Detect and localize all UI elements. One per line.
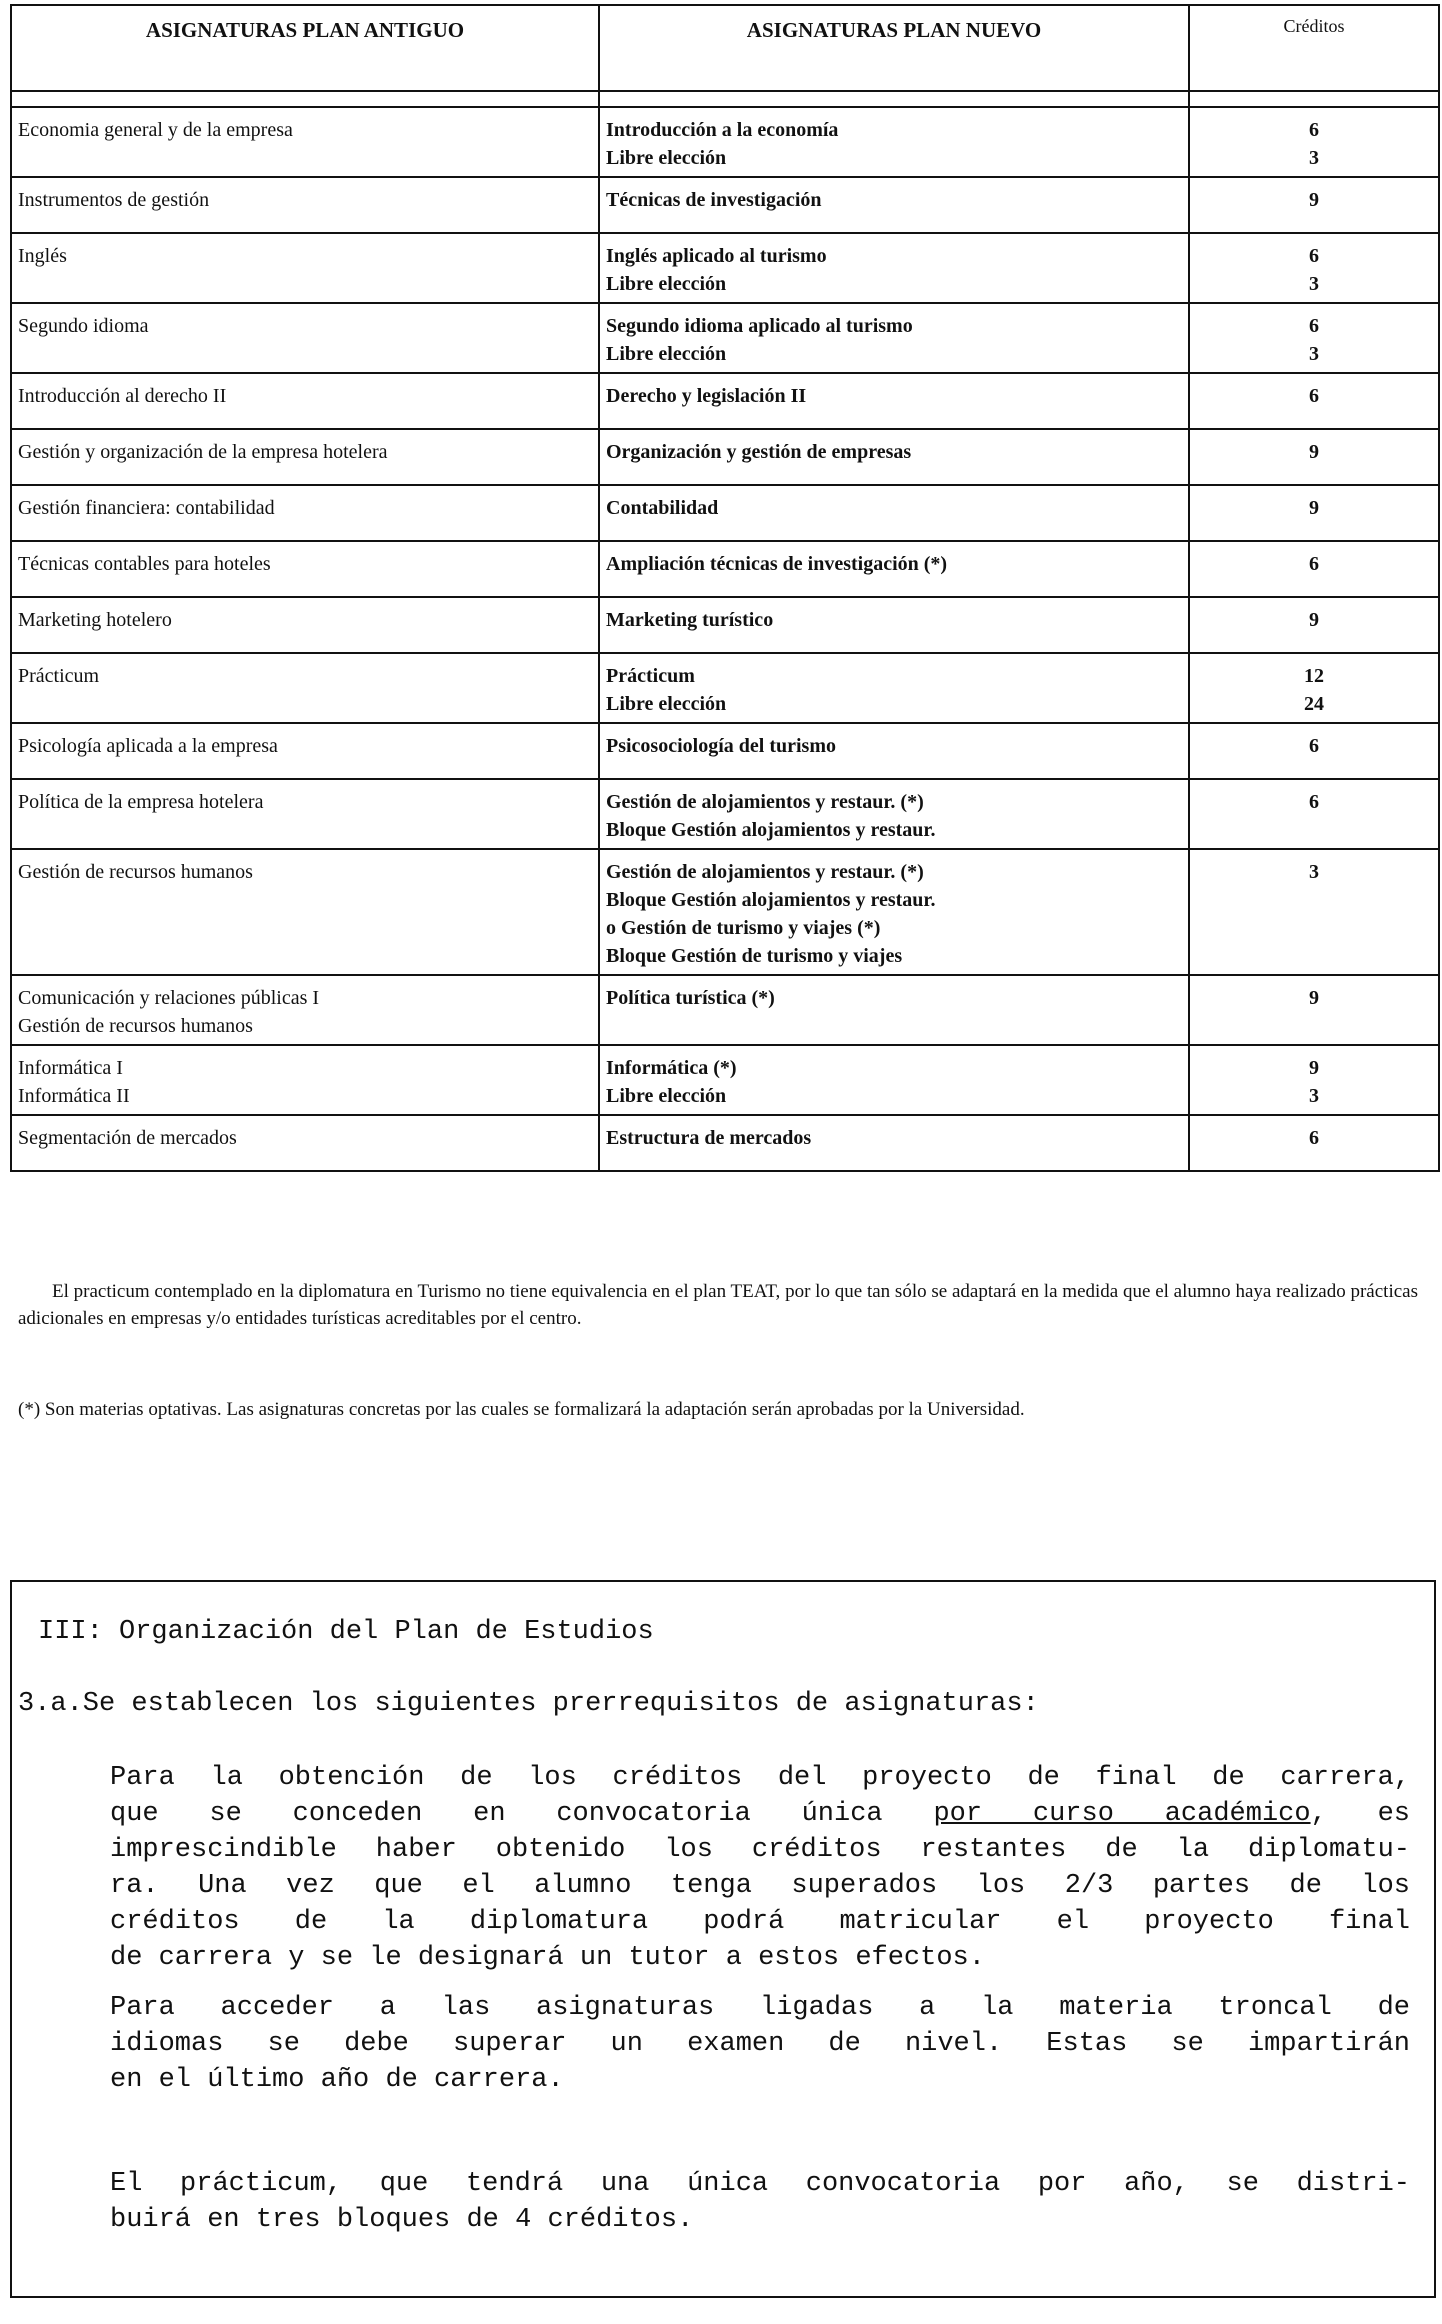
subject-name: Instrumentos de gestión xyxy=(18,189,210,211)
new-subject-cell xyxy=(599,723,1189,779)
table-row xyxy=(11,373,1439,429)
prerequisite-paragraph-final-project xyxy=(110,1760,1410,1976)
subject-name: Ampliación técnicas de investigación (*) xyxy=(606,553,948,575)
paragraph-line: créditos de la diplomatura podrá matricular el proyecto final xyxy=(110,1907,1410,1937)
new-subject-cell xyxy=(599,1115,1189,1171)
old-subject-cell xyxy=(11,177,599,233)
table-row xyxy=(11,653,1439,723)
subject-name: Inglés xyxy=(18,245,67,267)
prerequisite-paragraph-languages xyxy=(110,1990,1410,2098)
subject-name: Gestión de alojamientos y restaur. (*) xyxy=(606,791,924,813)
subject-name: Técnicas contables para hoteles xyxy=(18,553,271,575)
new-subject-cell xyxy=(599,373,1189,429)
table-row xyxy=(11,429,1439,485)
old-subject-cell xyxy=(11,485,599,541)
table-row xyxy=(11,779,1439,849)
old-subject-cell xyxy=(11,233,599,303)
credits-cell xyxy=(1189,723,1439,779)
old-subject-cell xyxy=(11,429,599,485)
equivalence-table-body xyxy=(11,107,1439,1171)
new-subject-cell xyxy=(599,541,1189,597)
header-credits: Créditos xyxy=(1189,5,1439,91)
new-subject-cell xyxy=(599,485,1189,541)
subject-name: Segmentación de mercados xyxy=(18,1127,237,1149)
credits-cell xyxy=(1189,233,1439,303)
subject-name: Gestión financiera: contabilidad xyxy=(18,497,275,519)
credit-value: 9 xyxy=(1309,189,1319,211)
credits-cell xyxy=(1189,1115,1439,1171)
old-subject-cell xyxy=(11,849,599,975)
credit-value: 9 xyxy=(1309,987,1319,1009)
subject-name: Libre elección xyxy=(606,343,727,365)
paragraph-line: en el último año de carrera. xyxy=(110,2065,564,2095)
table-row xyxy=(11,1045,1439,1115)
credit-value: 3 xyxy=(1309,147,1319,169)
credit-value: 6 xyxy=(1309,1127,1319,1149)
credit-value: 6 xyxy=(1309,553,1319,575)
subject-name: Libre elección xyxy=(606,693,727,715)
equivalence-table xyxy=(10,4,1440,1172)
section-title: III: Organización del Plan de Estudios xyxy=(38,1617,654,1647)
study-plan-organization-box xyxy=(10,1580,1436,2298)
credit-value: 24 xyxy=(1304,693,1324,715)
old-subject-cell xyxy=(11,975,599,1045)
subject-name: Gestión de recursos humanos xyxy=(18,1015,253,1037)
paragraph-line: ra. Una vez que el alumno tenga superados los 2/3 partes de los xyxy=(110,1871,1410,1901)
credits-cell xyxy=(1189,653,1439,723)
prerequisite-paragraph-practicum xyxy=(110,2166,1410,2238)
credit-value: 9 xyxy=(1309,609,1319,631)
credits-cell xyxy=(1189,107,1439,177)
credits-cell xyxy=(1189,1045,1439,1115)
old-subject-cell xyxy=(11,1045,599,1115)
paragraph-line: imprescindible haber obtenido los créditos restantes de la diplomatu- xyxy=(110,1835,1410,1865)
table-row xyxy=(11,975,1439,1045)
subject-name: Política de la empresa hotelera xyxy=(18,791,264,813)
table-spacer-row xyxy=(11,91,1439,107)
subject-name: Inglés aplicado al turismo xyxy=(606,245,827,267)
new-subject-cell xyxy=(599,849,1189,975)
old-subject-cell xyxy=(11,541,599,597)
credits-cell xyxy=(1189,541,1439,597)
subject-name: o Gestión de turismo y viajes (*) xyxy=(606,917,881,939)
subject-name: Técnicas de investigación xyxy=(606,189,822,211)
table-row xyxy=(11,485,1439,541)
credits-cell xyxy=(1189,849,1439,975)
subject-name: Estructura de mercados xyxy=(606,1127,812,1149)
subject-name: Comunicación y relaciones públicas I xyxy=(18,987,320,1009)
credit-value: 6 xyxy=(1309,735,1319,757)
old-subject-cell xyxy=(11,1115,599,1171)
header-new-plan: ASIGNATURAS PLAN NUEVO xyxy=(599,5,1189,91)
new-subject-cell xyxy=(599,177,1189,233)
subject-name: Política turística (*) xyxy=(606,987,775,1009)
credit-value: 3 xyxy=(1309,273,1319,295)
subject-name: Prácticum xyxy=(18,665,100,687)
table-row xyxy=(11,541,1439,597)
table-row xyxy=(11,1115,1439,1171)
new-subject-cell xyxy=(599,1045,1189,1115)
new-subject-cell xyxy=(599,233,1189,303)
paragraph-line: de carrera y se le designará un tutor a estos efectos. xyxy=(110,1943,985,1973)
credit-value: 9 xyxy=(1309,441,1319,463)
subject-name: Libre elección xyxy=(606,147,727,169)
old-subject-cell xyxy=(11,107,599,177)
section-subtitle: 3.a.Se establecen los siguientes prerrequisitos de asignaturas: xyxy=(18,1689,1039,1719)
new-subject-cell xyxy=(599,597,1189,653)
subject-name: Psicosociología del turismo xyxy=(606,735,836,757)
table-row xyxy=(11,107,1439,177)
credit-value: 6 xyxy=(1309,245,1319,267)
old-subject-cell xyxy=(11,597,599,653)
credits-cell xyxy=(1189,779,1439,849)
credits-cell xyxy=(1189,303,1439,373)
credits-cell xyxy=(1189,373,1439,429)
subject-name: Introducción al derecho II xyxy=(18,385,227,407)
table-row xyxy=(11,723,1439,779)
table-row xyxy=(11,177,1439,233)
paragraph-line: idiomas se debe superar un examen de nivel. Estas se impartirán xyxy=(110,2029,1410,2059)
credits-cell xyxy=(1189,429,1439,485)
new-subject-cell xyxy=(599,303,1189,373)
subject-name: Bloque Gestión alojamientos y restaur. xyxy=(606,889,936,911)
subject-name: Marketing turístico xyxy=(606,609,774,631)
credit-value: 9 xyxy=(1309,1057,1319,1079)
subject-name: Gestión de recursos humanos xyxy=(18,861,253,883)
credit-value: 6 xyxy=(1309,385,1319,407)
old-subject-cell xyxy=(11,303,599,373)
subject-name: Bloque Gestión alojamientos y restaur. xyxy=(606,819,936,841)
underlined-phrase: por curso académico xyxy=(933,1799,1311,1829)
new-subject-cell xyxy=(599,653,1189,723)
new-subject-cell xyxy=(599,779,1189,849)
subject-name: Introducción a la economía xyxy=(606,119,839,141)
subject-name: Gestión de alojamientos y restaur. (*) xyxy=(606,861,924,883)
old-subject-cell xyxy=(11,779,599,849)
credits-cell xyxy=(1189,177,1439,233)
credit-value: 3 xyxy=(1309,861,1319,883)
subject-name: Gestión y organización de la empresa hotelera xyxy=(18,441,388,463)
paragraph-line: que se conceden en convocatoria única por curso académico, es xyxy=(110,1799,1410,1829)
subject-name: Derecho y legislación II xyxy=(606,385,807,407)
credit-value: 3 xyxy=(1309,343,1319,365)
credits-cell xyxy=(1189,485,1439,541)
paragraph-line: buirá en tres bloques de 4 créditos. xyxy=(110,2205,694,2235)
subject-name: Economia general y de la empresa xyxy=(18,119,293,141)
credit-value: 6 xyxy=(1309,315,1319,337)
credit-value: 6 xyxy=(1309,791,1319,813)
new-subject-cell xyxy=(599,975,1189,1045)
subject-name: Informática II xyxy=(18,1085,130,1107)
subject-name: Informática (*) xyxy=(606,1057,737,1079)
table-row xyxy=(11,303,1439,373)
credits-cell xyxy=(1189,597,1439,653)
old-subject-cell xyxy=(11,653,599,723)
paragraph-line: Para la obtención de los créditos del proyecto de final de carrera, xyxy=(110,1763,1410,1793)
old-subject-cell xyxy=(11,373,599,429)
table-row xyxy=(11,849,1439,975)
credit-value: 9 xyxy=(1309,497,1319,519)
subject-name: Contabilidad xyxy=(606,497,719,519)
credit-value: 3 xyxy=(1309,1085,1319,1107)
optional-subjects-note: (*) Son materias optativas. Las asignaturas concretas por las cuales se formalizará la adaptación serán aprobadas por la Universidad. xyxy=(18,1399,1025,1420)
subject-name: Organización y gestión de empresas xyxy=(606,441,912,463)
subject-name: Bloque Gestión de turismo y viajes xyxy=(606,945,903,967)
old-subject-cell xyxy=(11,723,599,779)
table-header-row xyxy=(11,5,1439,91)
subject-name: Segundo idioma xyxy=(18,315,149,337)
subject-name: Libre elección xyxy=(606,1085,727,1107)
table-row xyxy=(11,597,1439,653)
table-row xyxy=(11,233,1439,303)
subject-name: Psicología aplicada a la empresa xyxy=(18,735,278,757)
new-subject-cell xyxy=(599,429,1189,485)
subject-name: Informática I xyxy=(18,1057,123,1079)
header-old-plan: ASIGNATURAS PLAN ANTIGUO xyxy=(11,5,599,91)
subject-name: Segundo idioma aplicado al turismo xyxy=(606,315,913,337)
credit-value: 12 xyxy=(1304,665,1324,687)
paragraph-line: Para acceder a las asignaturas ligadas a la materia troncal de xyxy=(110,1993,1410,2023)
paragraph-line: El prácticum, que tendrá una única convocatoria por año, se distri- xyxy=(110,2169,1410,2199)
subject-name: Libre elección xyxy=(606,273,727,295)
subject-name: Prácticum xyxy=(606,665,695,687)
new-subject-cell xyxy=(599,107,1189,177)
credits-cell xyxy=(1189,975,1439,1045)
credit-value: 6 xyxy=(1309,119,1319,141)
practicum-note: El practicum contemplado en la diplomatura en Turismo no tiene equivalencia en el plan TEAT, por lo que tan sólo se adaptará en la medida que el alumno haya realizado prácticas adicionales en empresas y/o entidades turísticas acreditables por el centro. xyxy=(18,1281,1418,1329)
subject-name: Marketing hotelero xyxy=(18,609,172,631)
